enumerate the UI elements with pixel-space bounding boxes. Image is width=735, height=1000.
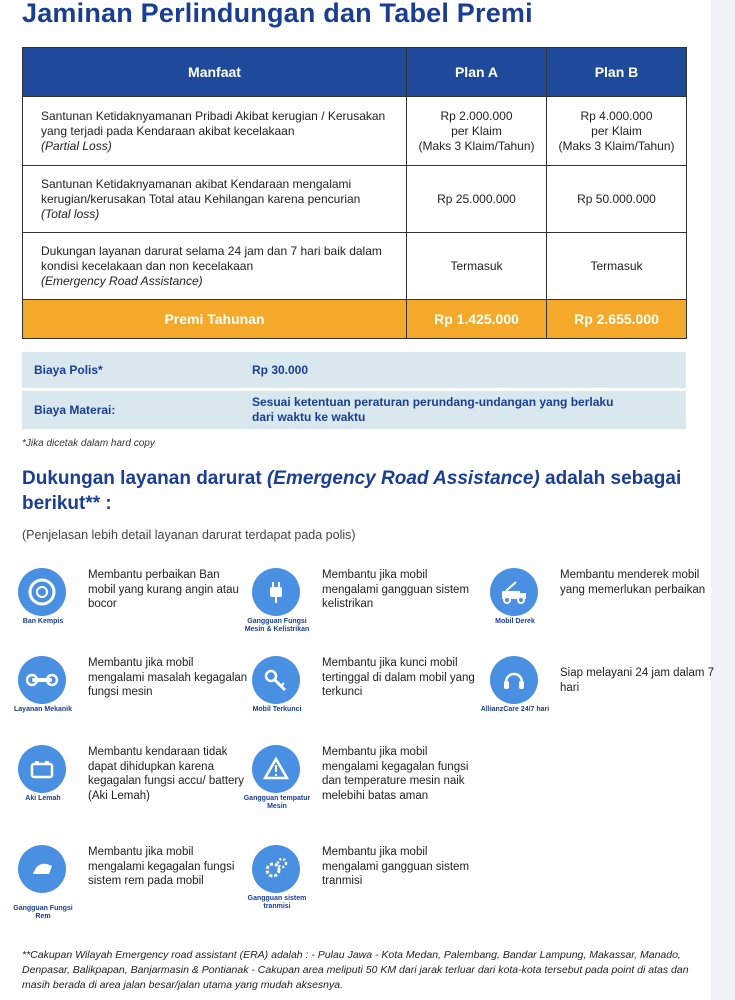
service-item xyxy=(480,656,725,746)
fee-label: Biaya Polis* xyxy=(22,352,240,388)
service-item xyxy=(13,845,253,935)
fee-row xyxy=(22,391,686,429)
premi-label: Premi Tahunan xyxy=(23,300,407,339)
service-caption: Aki Lemah xyxy=(25,795,61,802)
row-desc: Dukungan layanan darurat selama 24 jam dan 7 hari baik dalam kondisi kecelakaan dan non kecelakaan (Emergency Road Assistance) xyxy=(23,233,407,300)
service-caption: Layanan Mekanik xyxy=(14,706,72,713)
service-item xyxy=(490,568,725,658)
header-plan-b: Plan B xyxy=(547,48,687,97)
service-item xyxy=(247,845,487,935)
fee-value: Rp 30.000 xyxy=(240,352,686,388)
fee-row xyxy=(22,352,686,388)
table-row xyxy=(23,233,687,300)
row-desc: Santunan Ketidaknyamanan akibat Kendaraan mengalami kerugian/kerusakan Total atau Kehilangan karena pencurian (Total loss) xyxy=(23,166,407,233)
premi-plan-b: Rp 2.655.000 xyxy=(547,300,687,339)
service-caption: AllianzCare 24/7 hari xyxy=(480,706,550,713)
service-text: Membantu perbaikan Ban mobil yang kurang angin atau bocor xyxy=(88,569,239,610)
plug-icon xyxy=(252,568,300,616)
service-text: Membantu jika mobil mengalami masalah kegagalan fungsi mesin xyxy=(88,657,248,698)
service-item xyxy=(243,745,487,835)
row-plan-b: Termasuk xyxy=(547,233,687,300)
gears-icon xyxy=(252,845,300,893)
row-plan-b: Rp 4.000.000 per Klaim (Maks 3 Klaim/Tahun) xyxy=(547,97,687,166)
hardcopy-note: *Jika dicetak dalam hard copy xyxy=(22,438,155,449)
brake-icon xyxy=(18,845,66,893)
battery-icon xyxy=(18,745,66,793)
service-text: Siap melayani 24 jam dalam 7 hari xyxy=(560,667,715,694)
service-caption: Ban Kempis xyxy=(22,618,64,625)
service-caption: Gangguan Fungsi Mesin & Kelistrikan xyxy=(244,618,310,633)
premi-row xyxy=(23,300,687,339)
header-plan-a: Plan A xyxy=(407,48,547,97)
row-plan-a: Rp 25.000.000 xyxy=(407,166,547,233)
service-caption: Gangguan Fungsi Rem xyxy=(13,905,73,920)
row-plan-a: Termasuk xyxy=(407,233,547,300)
service-text: Membantu jika mobil mengalami gangguan sistem kelistrikan xyxy=(322,569,470,610)
service-caption: Mobil Derek xyxy=(495,618,535,625)
service-text: Membantu jika mobil mengalami kegagalan fungsi sistem rem pada mobil xyxy=(88,846,235,887)
section-heading: Dukungan layanan darurat (Emergency Road Assistance) adalah sebagai berikut** : xyxy=(22,468,682,514)
row-plan-b: Rp 50.000.000 xyxy=(547,166,687,233)
service-item xyxy=(18,568,253,658)
section-subtitle: (Penjelasan lebih detail layanan darurat terdapat pada polis) xyxy=(22,528,356,542)
row-plan-a: Rp 2.000.000 per Klaim (Maks 3 Klaim/Tahun) xyxy=(407,97,547,166)
service-text: Membantu menderek mobil yang memerlukan perbaikan xyxy=(560,569,706,596)
fee-table xyxy=(22,349,686,432)
car-key-icon xyxy=(252,656,300,704)
premi-plan-a: Rp 1.425.000 xyxy=(407,300,547,339)
service-caption: Gangguan sistem tranmisi xyxy=(247,895,307,910)
tow-truck-icon xyxy=(490,568,538,616)
page-title: Jaminan Perlindungan dan Tabel Premi xyxy=(22,0,533,28)
wrench-icon xyxy=(18,656,66,704)
fee-value: Sesuai ketentuan peraturan perundang-undangan yang berlaku dari waktu ke waktu xyxy=(240,391,686,429)
service-item xyxy=(244,568,487,658)
warning-icon xyxy=(252,745,300,793)
row-desc: Santunan Ketidaknyamanan Pribadi Akibat kerugian / Kerusakan yang terjadi pada Kendaraan akibat kecelakaan (Partial Loss) xyxy=(23,97,407,166)
service-item xyxy=(18,745,253,835)
tire-icon xyxy=(18,568,66,616)
header-manfaat: Manfaat xyxy=(23,48,407,97)
table-row xyxy=(23,97,687,166)
footnote: **Cakupan Wilayah Emergency road assistant (ERA) adalah : - Pulau Jawa - Kota Medan, Palembang, Bandar Lampung, Makassar, Manado, Denpasar, Balikpapan, Banjarmasin & Pontianak - Cakupan area meliputi 50 KM dari jarak terluar dari kota-kota tersebut pada point di atas dan masih berada di area jalan besar/jalan utama yang mudah aksesnya. xyxy=(22,949,689,991)
service-text: Membantu jika mobil mengalami gangguan sistem tranmisi xyxy=(322,846,470,887)
service-text: Membantu jika kunci mobil tertinggal di dalam mobil yang terkunci xyxy=(322,657,475,698)
service-text: Membantu jika mobil mengalami kegagalan fungsi dan temperature mesin naik melebihi batas aman xyxy=(322,746,469,802)
service-item xyxy=(252,656,487,746)
premium-table xyxy=(22,47,687,339)
fee-label: Biaya Materai: xyxy=(22,391,240,429)
service-caption: Mobil Terkunci xyxy=(252,706,302,713)
service-text: Membantu kendaraan tidak dapat dihidupkan karena kegagalan fungsi accu/ battery (Aki Lemah) xyxy=(88,746,244,802)
table-row xyxy=(23,166,687,233)
service-caption: Gangguan tempatur Mesin xyxy=(243,795,311,810)
service-item xyxy=(14,656,253,746)
headset-icon xyxy=(490,656,538,704)
right-edge-bar xyxy=(711,0,735,1000)
